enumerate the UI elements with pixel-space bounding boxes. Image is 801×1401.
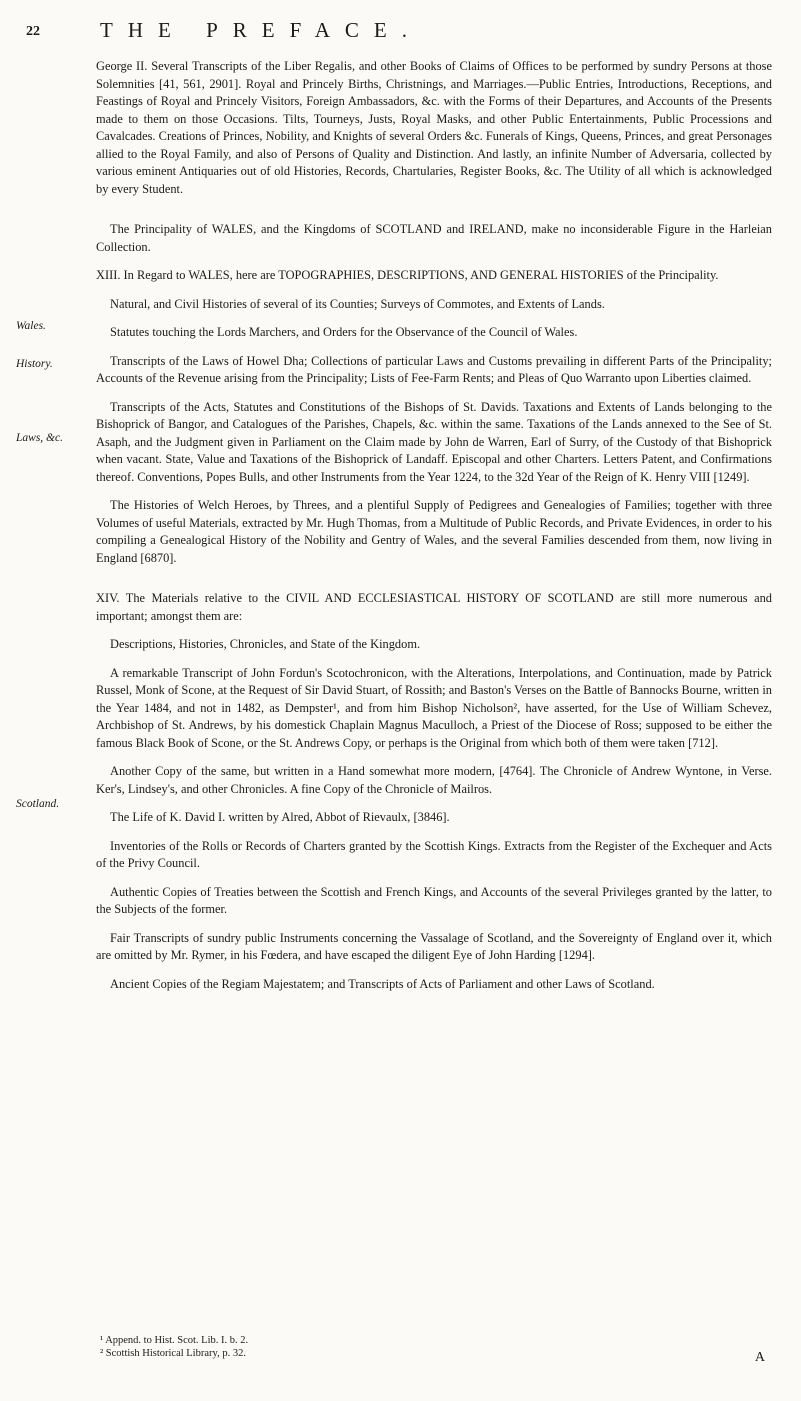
paragraph-welch-heroes: The Histories of Welch Heroes, by Threes, and a plentiful Supply of Pedigrees and Genealogies of Families; together with three Volumes of useful Materials, extracted by Mr. Hugh Thomas, from a Multitude of Public Records, and Private Evidences, in order to his compiling a Genealogical History of the Nobility and Gentry of Wales, and the several Families descended from them, now living in England [6870]. (96, 498, 772, 565)
footnote-2: ² Scottish Historical Library, p. 32. (100, 1348, 246, 1359)
paragraph-statutes: Statutes touching the Lords Marchers, and Orders for the Observance of the Council of Wales. (110, 325, 578, 339)
paragraph-inventories: Inventories of the Rolls or Records of Charters granted by the Scottish Kings. Extracts from the Register of the Exchequer and Acts of the Privy Council. (96, 838, 772, 870)
paragraph-descriptions: Descriptions, Histories, Chronicles, and State of the Kingdom. (110, 637, 421, 651)
paragraph-life-of-david: The Life of K. David I. written by Alred, Abbot of Rievaulx, [3846]. (110, 810, 450, 824)
paragraph-principality-intro: The Principality of WALES, and the Kingdoms of SCOTLAND and IRELAND, make no inconsiderable Figure in the Harleian Collection. (96, 222, 772, 254)
margin-note-wales: Wales. (16, 320, 46, 332)
paragraph-ceremonies: George II. Several Transcripts of the Liber Regalis, and other Books of Claims of Offices to be performed by sundry Persons at those Solemnities [41, 561, 2901]. Royal and Princely Births, Christnings, and Marriages.—Public Entries, Introductions, Receptions, and Feastings of Royal and Princely Visitors, Foreign Ambassadors, &c. with the Forms of their Departures, and Accounts of the Presents made to them on those Occasions. Tilts, Tourneys, Justs, Royal Masks, and other Public Entertainments, Public Processions and Cavalcades. Creations of Princes, Nobility, and Knights of several Orders &c. Funerals of Kings, Queens, Princes, and great Personages allied to the Royal Family, and also of Persons of Quality and Distinction. And lastly, an infinite Number of Adversaria, collected by various eminent Antiquaries out of old Histories, Records, Chartularies, Register Books, &c. The Utility of all which is acknowledged by every Student. (96, 59, 772, 196)
margin-note-scotland: Scotland. (16, 798, 60, 810)
footnote-1: ¹ Append. to Hist. Scot. Lib. I. b. 2. (100, 1335, 249, 1346)
paragraph-section-xiv: XIV. The Materials relative to the CIVIL AND ECCLESIASTICAL HISTORY OF SCOTLAND are still more numerous and important; amongst them are: (96, 591, 772, 623)
paragraph-natural-histories: Natural, and Civil Histories of several of its Counties; Surveys of Commotes, and Extents of Lands. (110, 296, 605, 311)
margin-note-history: History. (16, 358, 53, 370)
paragraph-regiam-majestatem: Ancient Copies of the Regiam Majestatem; and Transcripts of Acts of Parliament and other Laws of Scotland. (110, 976, 655, 991)
paragraph-section-xiii: XIII. In Regard to WALES, here are TOPOGRAPHIES, DESCRIPTIONS, AND GENERAL HISTORIES of the Principality. (96, 268, 719, 282)
page-number: 22 (26, 24, 40, 39)
running-head: THE PREFACE. (100, 18, 422, 42)
paragraph-bishops-acts: Transcripts of the Acts, Statutes and Constitutions of the Bishops of St. Davids. Taxations and Extents of Lands belonging to the Bishoprick of Bangor, and Catalogues of the Parishes, Chapels, &c. within the same. Taxations of the Lands annexed to the See of St. Asaph, and the Judgment given in Parliament on the Claim made by John de Warren, Earl of Surry, of the Custody of that Bishoprick when vacant. State, Value and Taxations of the Bishoprick of Landaff. Episcopal and other Charters. Letters Patent, and Confirmations thereof. Conventions, Popes Bulls, and other Instruments from the Year 1224, to the 32d Year of the Reign of K. Henry VIII [1249]. (96, 399, 772, 484)
paragraph-laws-howel-dha: Transcripts of the Laws of Howel Dha; Collections of particular Laws and Customs prevailing in different Parts of the Principality; Accounts of the Revenue arising from the Principality; Lists of Fee-Farm Rents; and Pleas of Quo Warranto upon Liberties claimed. (96, 353, 772, 385)
paragraph-vassalage: Fair Transcripts of sundry public Instruments concerning the Vassalage of Scotland, and the Sovereignty of England over it, which are omitted by Mr. Rymer, in his Fœdera, and have escaped the diligent Eye of John Harding [1294]. (96, 930, 772, 962)
paragraph-fordun-transcript: A remarkable Transcript of John Fordun's Scotochronicon, with the Alterations, Interpolations, and Continuation, made by Patrick Russel, Monk of Scone, at the Request of Sir David Stuart, of Rossith; and Baston's Verses on the Battle of Bannocks Bourne, written in the Year 1484, and not in 1482, as Dempster¹, and from him Bishop Nicholson², have asserted, for the Use of William Schevez, Archbishop of St. Andrews, by his domestick Chaplain Magnus Maculloch, a Priest of the Diocese of Ross; supposed to be either the famous Black Book of Scone, or the St. Andrews Copy, or perhaps is the Original from which both of them were taken [712]. (96, 665, 772, 750)
catchword: A (754, 1350, 765, 1365)
margin-note-laws: Laws, &c. (16, 432, 63, 444)
body-text (96, 58, 772, 1004)
footnotes (100, 1334, 760, 1360)
paragraph-another-copy: Another Copy of the same, but written in a Hand somewhat more modern, [4764]. The Chronicle of Andrew Wyntone, in Verse. Ker's, Lindsey's, and other Chronicles. A fine Copy of the Chronicle of Mailros. (96, 764, 772, 796)
paragraph-treaties: Authentic Copies of Treaties between the Scottish and French Kings, and Accounts of the several Privileges granted by the latter, to the Subjects of the former. (96, 884, 772, 916)
